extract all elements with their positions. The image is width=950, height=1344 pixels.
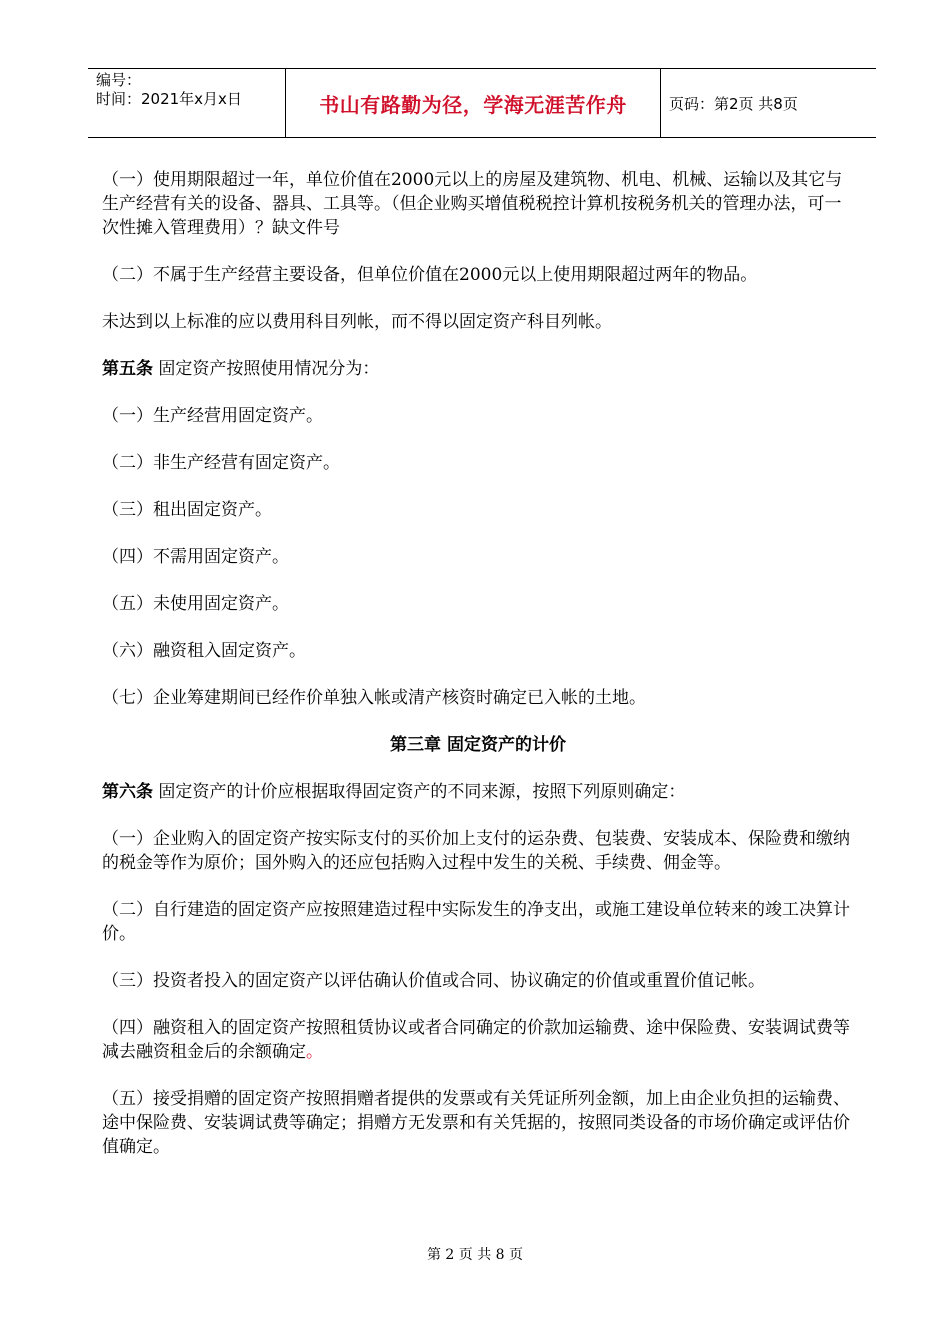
- list-item: （二）自行建造的固定资产应按照建造过程中实际发生的净支出，或施工建设单位转来的竣工决算计价。: [102, 900, 850, 944]
- paragraph: （二）不属于生产经营主要设备，但单位价值在2000元以上使用期限超过两年的物品。: [102, 265, 758, 285]
- header-motto: 书山有路勤为径，学海无涯苦作舟: [286, 69, 661, 137]
- chapter-heading: 第三章 固定资产的计价: [390, 735, 566, 755]
- article-6-label: 第六条: [102, 782, 153, 802]
- list-item: （三）投资者投入的固定资产以评估确认价值或合同、协议确定的价值或重置价值记帐。: [102, 971, 765, 991]
- page-footer: 第 2 页 共 8 页: [426, 1247, 524, 1263]
- header-page-info: 页码：第2页 共8页: [669, 94, 798, 113]
- list-item: （五）接受捐赠的固定资产按照捐赠者提供的发票或有关凭证所列金额，加上由企业负担的运输费、途中保险费、安装调试费等确定；捐赠方无发票和有关凭据的，按照同类设备的市场价确定或评估价值确定。: [102, 1089, 850, 1157]
- article-5-text: 固定资产按照使用情况分为：: [153, 359, 380, 379]
- document-body: [102, 168, 854, 1182]
- header-meta: [88, 69, 286, 137]
- article-5-label: 第五条: [102, 359, 153, 379]
- list-item: （一）生产经营用固定资产。: [102, 406, 323, 426]
- paragraph: （一）使用期限超过一年，单位价值在2000元以上的房屋及建筑物、机电、机械、运输以及其它与生产经营有关的设备、器具、工具等。（但企业购买增值税税控计算机按税务机关的管理办法，可一次性摊入管理费用）？缺文件号: [102, 170, 843, 238]
- page-header: [88, 68, 876, 138]
- list-item-text: （四）融资租入的固定资产按照租赁协议或者合同确定的价款加运输费、途中保险费、安装调试费等减去融资租金后的余额确定: [102, 1018, 850, 1062]
- document-time-label: 时间：2021年x月x日: [96, 90, 242, 108]
- list-item: （三）租出固定资产。: [102, 500, 272, 520]
- list-item: （一）企业购入的固定资产按实际支付的买价加上支付的运杂费、包装费、安装成本、保险费和缴纳的税金等作为原价；国外购入的还应包括购入过程中发生的关税、手续费、佣金等。: [102, 829, 850, 873]
- list-item: （二）非生产经营有固定资产。: [102, 453, 340, 473]
- article-6-text: 固定资产的计价应根据取得固定资产的不同来源，按照下列原则确定：: [153, 782, 686, 802]
- article-5: [102, 357, 854, 381]
- red-period: 。: [306, 1042, 323, 1062]
- list-item: [102, 1016, 854, 1064]
- document-number-label: 编号：: [96, 71, 142, 89]
- list-item: （六）融资租入固定资产。: [102, 641, 306, 661]
- list-item: （五）未使用固定资产。: [102, 594, 289, 614]
- list-item: （七）企业筹建期间已经作价单独入帐或清产核资时确定已入帐的土地。: [102, 688, 646, 708]
- paragraph: 未达到以上标准的应以费用科目列帐，而不得以固定资产科目列帐。: [102, 312, 612, 332]
- article-6: [102, 780, 854, 804]
- list-item: （四）不需用固定资产。: [102, 547, 289, 567]
